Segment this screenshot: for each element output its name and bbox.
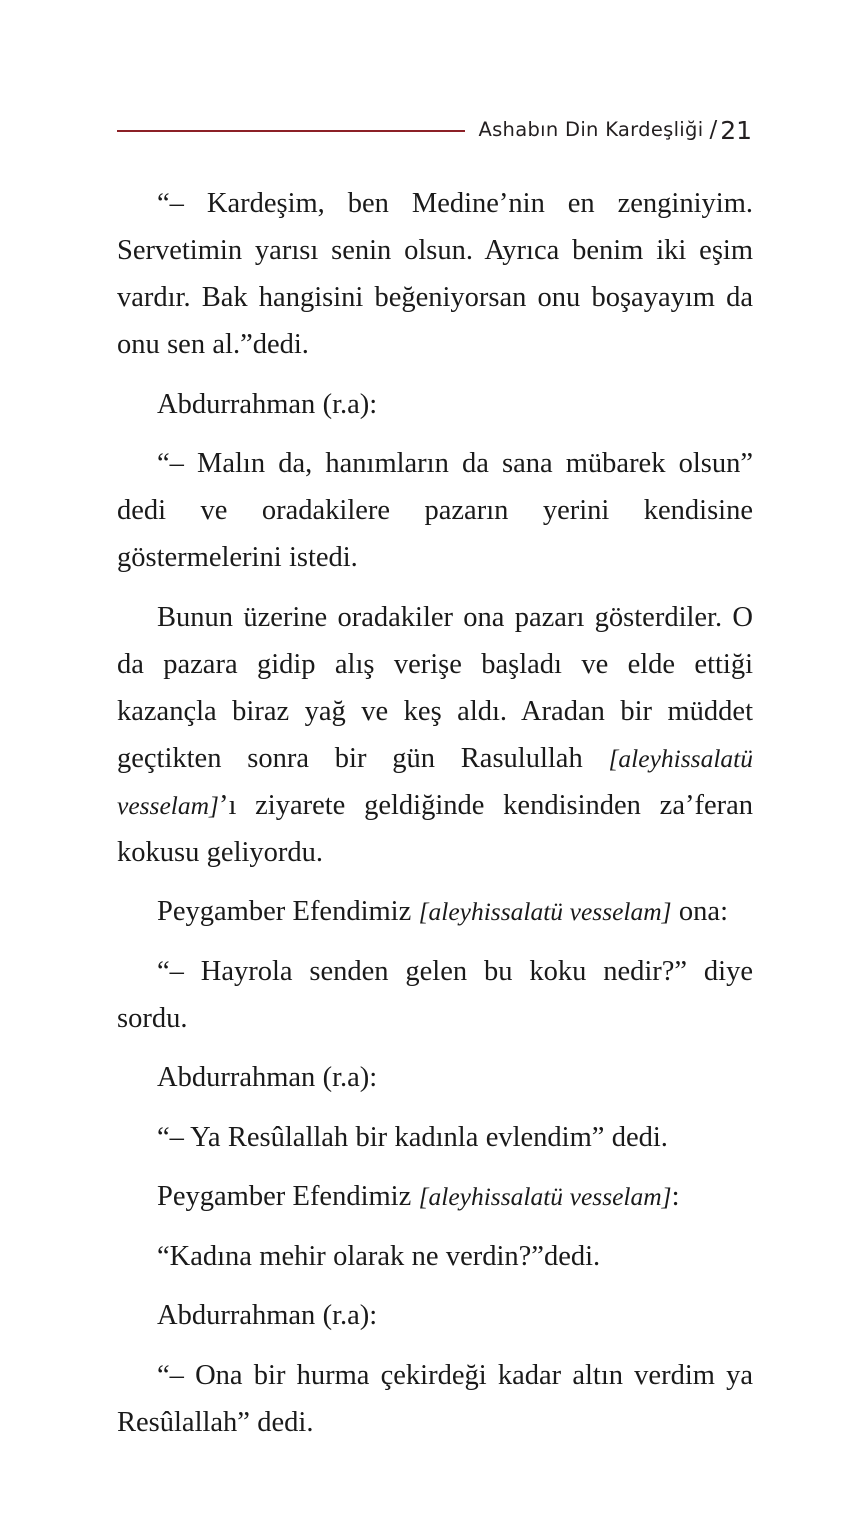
paragraph-speaker: Abdurrahman (r.a): bbox=[157, 1062, 378, 1093]
honorific-phrase: [aleyhissalatü vesselam] bbox=[418, 1182, 672, 1211]
paragraph: “Kadına mehir olarak ne verdin?”dedi. bbox=[157, 1240, 601, 1272]
running-header bbox=[117, 112, 752, 148]
paragraph bbox=[117, 1173, 753, 1220]
honorific-phrase: [aleyhissalatü vesselam] bbox=[418, 897, 672, 926]
paragraph-tail: ’ı ziyarete geldiğinde kendisinden za’feran kokusu geliyordu. bbox=[117, 789, 753, 868]
paragraph: “– Ya Resûlallah bir kadınla evlendim” dedi. bbox=[157, 1121, 668, 1153]
body-text-column bbox=[117, 180, 753, 1446]
paragraph: “– Hayrola senden gelen bu koku nedir?” diye sordu. bbox=[117, 955, 753, 1034]
paragraph: “– Kardeşim, ben Medine’nin en zenginiyim. Servetimin yarısı senin olsun. Ayrıca benim iki eşim vardır. Bak hangisini beğeniyorsan onu boşayayım da onu sen al.”dedi. bbox=[117, 188, 753, 360]
paragraph: “– Ona bir hurma çekirdeği kadar altın verdim ya Resûlallah” dedi. bbox=[117, 1359, 753, 1438]
paragraph-lead: Bunun üzerine oradakiler ona pazarı gösterdiler. O da pazara gidip alış verişe başladı ve elde ettiği kazançla biraz yağ ve keş aldı. Aradan bir müddet geçtikten sonra bir gün Rasulullah bbox=[117, 601, 753, 774]
paragraph-tail: : bbox=[671, 1181, 680, 1212]
chapter-title: Ashabın Din Kardeşliği bbox=[478, 118, 704, 142]
paragraph bbox=[117, 594, 753, 876]
paragraph: “– Malın da, hanımların da sana mübarek olsun” dedi ve oradakilere pazarın yerini kendisine göstermelerini istedi. bbox=[117, 448, 753, 573]
paragraph-speaker: Abdurrahman (r.a): bbox=[157, 1300, 378, 1331]
header-separator: / bbox=[709, 116, 718, 143]
paragraph-lead: Peygamber Efendimiz bbox=[157, 896, 419, 927]
honorific-phrase: [aleyhissalatü vesselam] bbox=[117, 743, 753, 820]
paragraph-speaker: Abdurrahman (r.a): bbox=[157, 388, 378, 420]
header-rule bbox=[117, 130, 465, 132]
paragraph-tail: ona: bbox=[671, 896, 729, 927]
paragraph-lead: Peygamber Efendimiz bbox=[157, 1181, 419, 1212]
page-number: 21 bbox=[720, 115, 752, 145]
paragraph bbox=[117, 888, 753, 935]
